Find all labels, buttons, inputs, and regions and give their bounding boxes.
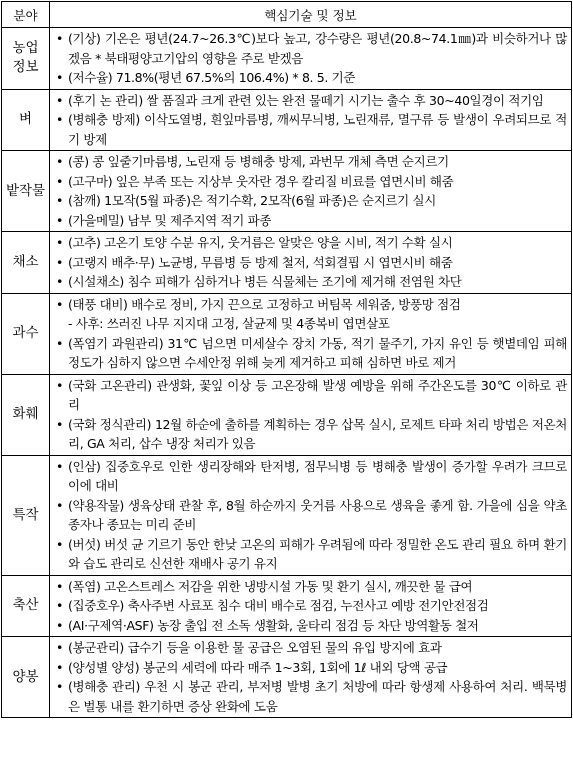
bullet-icon: • bbox=[56, 235, 64, 250]
row-category: 채소 bbox=[2, 232, 50, 294]
header-content: 핵심기술 및 정보 bbox=[50, 2, 572, 28]
bullet-icon: • bbox=[56, 31, 64, 46]
row-content bbox=[50, 637, 572, 718]
row-content bbox=[50, 151, 572, 232]
bullet-icon: • bbox=[56, 92, 64, 108]
bullet-icon: • bbox=[56, 640, 64, 655]
table-row bbox=[2, 575, 572, 637]
row-category: 농업 정보 bbox=[2, 28, 50, 90]
bullet-icon: • bbox=[56, 335, 64, 351]
list-item bbox=[56, 253, 567, 273]
row-content bbox=[50, 455, 572, 575]
bullet-icon: • bbox=[56, 193, 64, 208]
bullet-icon: • bbox=[56, 377, 64, 393]
row-content bbox=[50, 89, 572, 151]
list-item bbox=[56, 91, 567, 111]
list-item bbox=[56, 68, 567, 88]
bullet-icon: • bbox=[56, 458, 64, 474]
row-category: 특작 bbox=[2, 455, 50, 575]
list-item bbox=[56, 211, 567, 231]
item-text: (양성별 양성) 봉군의 세력에 따라 매주 1~3회, 1회에 1ℓ 내외 당액 공급 bbox=[68, 659, 448, 675]
item-text: (가을메밀) 남부 및 제주지역 적기 파종 bbox=[68, 212, 272, 228]
table-header-row bbox=[2, 2, 572, 28]
item-text: (봉군관리) 급수기 등을 이용한 물 공급은 오염된 물의 유입 방지에 효과 bbox=[68, 640, 442, 655]
row-content bbox=[50, 232, 572, 294]
item-text: - 사후: 쓰러진 나무 지지대 고정, 살균제 및 4종복비 엽면살포 bbox=[68, 316, 390, 331]
bullet-icon: • bbox=[56, 659, 64, 675]
list-item bbox=[56, 616, 567, 636]
bullet-icon: • bbox=[56, 112, 64, 127]
row-category: 양봉 bbox=[2, 637, 50, 718]
list-item bbox=[56, 191, 567, 211]
bullet-icon: • bbox=[56, 598, 64, 613]
table-row bbox=[2, 28, 572, 90]
item-text: (인삼) 집중호우로 인한 생리장해와 탄저병, 점무늬병 등 병해충 발생이 증가할 우려가 크므로 이에 대비 bbox=[68, 458, 567, 493]
item-text: (고구마) 잎은 부족 또는 지상부 웃자란 경우 칼리질 비료를 엽면시비 해줌 bbox=[68, 173, 454, 189]
row-content bbox=[50, 293, 572, 374]
list-item bbox=[56, 29, 567, 68]
item-text: (병해충 관리) 우천 시 봉군 관리, 부저병 발병 초기 처방에 따라 항생제 사용하여 처리. 백묵병은 벌통 내를 환기하면 증상 완화에 도움 bbox=[68, 679, 567, 714]
item-text: (AI·구제역·ASF) 농장 출입 전 소독 생활화, 울타리 점검 등 차단 방역활동 철저 bbox=[68, 617, 479, 633]
item-text: (참깨) 1모작(5월 파종)은 적기수확, 2모작(6월 파종)은 순지르기 실시 bbox=[68, 193, 436, 208]
table-body bbox=[2, 28, 572, 718]
list-item bbox=[56, 415, 567, 454]
bullet-icon: • bbox=[56, 154, 64, 169]
bullet-icon: • bbox=[56, 617, 64, 633]
table-row bbox=[2, 89, 572, 151]
table-row bbox=[2, 374, 572, 455]
item-text: (집중호우) 축사주변 사료포 침수 대비 배수로 점검, 누전사고 예방 전기안전점검 bbox=[68, 598, 489, 613]
list-item bbox=[56, 376, 567, 415]
list-item bbox=[56, 638, 567, 658]
list-item bbox=[56, 295, 567, 315]
item-text: (기상) 기온은 평년(24.7~26.3℃)보다 높고, 강수량은 평년(20.8~74.1㎜)과 비슷하거나 많겠음 * 북태평양고기압의 영향을 주로 받겠음 bbox=[68, 31, 567, 66]
list-item bbox=[56, 535, 567, 574]
item-text: (시설채소) 침수 피해가 심하거나 병든 식물체는 조기에 제거해 전염원 차단 bbox=[68, 274, 462, 289]
row-category: 밭작물 bbox=[2, 151, 50, 232]
row-category: 축산 bbox=[2, 575, 50, 637]
bullet-icon: • bbox=[56, 497, 64, 513]
item-text: (약용작물) 생육상태 관찰 후, 8월 하순까지 웃거름 사용으로 생육을 좋게 함. 가을에 심을 약초 종자나 종묘는 미리 준비 bbox=[68, 497, 567, 532]
bullet-icon: • bbox=[56, 296, 64, 312]
bullet-icon: • bbox=[56, 679, 64, 694]
list-item bbox=[56, 110, 567, 149]
list-item bbox=[56, 172, 567, 192]
bullet-icon: • bbox=[56, 416, 64, 432]
row-content bbox=[50, 575, 572, 637]
list-item bbox=[56, 677, 567, 716]
list-item bbox=[56, 658, 567, 678]
bullet-icon: • bbox=[56, 254, 64, 270]
item-text: (고추) 고온기 토양 수분 유지, 웃거름은 알맞은 양을 시비, 적기 수확 실시 bbox=[68, 235, 453, 250]
item-text: (국화 고온관리) 관생화, 꽃잎 이상 등 고온장해 발생 예방을 위해 주간온도를 30℃ 이하로 관리 bbox=[68, 377, 567, 412]
list-item bbox=[56, 496, 567, 535]
list-item bbox=[56, 457, 567, 496]
row-category: 화훼 bbox=[2, 374, 50, 455]
item-text: (후기 논 관리) 쌀 품질과 크게 관련 있는 완전 물떼기 시기는 출수 후 30~40일경이 적기임 bbox=[68, 92, 544, 108]
item-text: (저수율) 71.8%(평년 67.5%의 106.4%) * 8. 5. 기준 bbox=[68, 70, 356, 85]
list-item bbox=[56, 577, 567, 597]
bullet-icon: • bbox=[56, 274, 64, 289]
bullet-icon: • bbox=[56, 70, 64, 85]
item-text: (고랭지 배추·무) 노균병, 무름병 등 방제 철저, 석회결핍 시 엽면시비 해줌 bbox=[68, 254, 453, 270]
list-item bbox=[56, 233, 567, 253]
header-category: 분야 bbox=[2, 2, 50, 28]
table-row bbox=[2, 637, 572, 718]
bullet-icon: • bbox=[56, 578, 64, 594]
table-row bbox=[2, 293, 572, 374]
item-text: (폭염기 과원관리) 31℃ 넘으면 미세살수 장치 가동, 적기 물주기, 가지 유인 등 햇볕데임 피해 정도가 심하지 않으면 수세안정 위해 늦게 제거하고 피해 심하면 바로 제거 bbox=[68, 335, 567, 370]
row-content bbox=[50, 374, 572, 455]
row-content bbox=[50, 28, 572, 90]
item-text: (폭염) 고온스트레스 저감을 위한 냉방시설 가동 및 환기 실시, 깨끗한 물 급여 bbox=[68, 578, 473, 594]
item-text: (버섯) 버섯 균 기르기 동안 한낮 고온의 피해가 우려됨에 따라 정밀한 온도 관리 필요 하며 환기와 습도 관리로 신선한 재배사 공기 유지 bbox=[68, 536, 567, 571]
bullet-icon: • bbox=[56, 536, 64, 552]
table-row bbox=[2, 232, 572, 294]
bullet-icon: • bbox=[56, 212, 64, 228]
item-text: (국화 정식관리) 12월 하순에 출하를 계획하는 경우 삽목 실시, 로제트 타파 처리 방법은 저온처리, GA 처리, 삽수 냉장 처리가 있음 bbox=[68, 416, 567, 451]
list-item bbox=[56, 334, 567, 373]
table-row bbox=[2, 151, 572, 232]
document-page bbox=[1, 1, 571, 718]
item-text: (병해충 방제) 이삭도열병, 흰잎마름병, 깨씨무늬병, 노린재류, 멸구류 등 발생이 우려되므로 적기 방제 bbox=[68, 112, 567, 147]
row-category: 벼 bbox=[2, 89, 50, 151]
item-text: (콩) 콩 잎줄기마름병, 노린재 등 병해충 방제, 과번무 개체 측면 순지르기 bbox=[68, 154, 449, 169]
row-category: 과수 bbox=[2, 293, 50, 374]
farming-tech-table bbox=[1, 1, 572, 718]
bullet-icon: • bbox=[56, 173, 64, 189]
list-item bbox=[56, 272, 567, 292]
list-item bbox=[56, 152, 567, 172]
table-row bbox=[2, 455, 572, 575]
item-text: (태풍 대비) 배수로 정비, 가지 끈으로 고정하고 버팀목 세워줌, 방풍망 점검 bbox=[68, 296, 461, 312]
list-item bbox=[56, 596, 567, 616]
list-item bbox=[56, 314, 567, 334]
